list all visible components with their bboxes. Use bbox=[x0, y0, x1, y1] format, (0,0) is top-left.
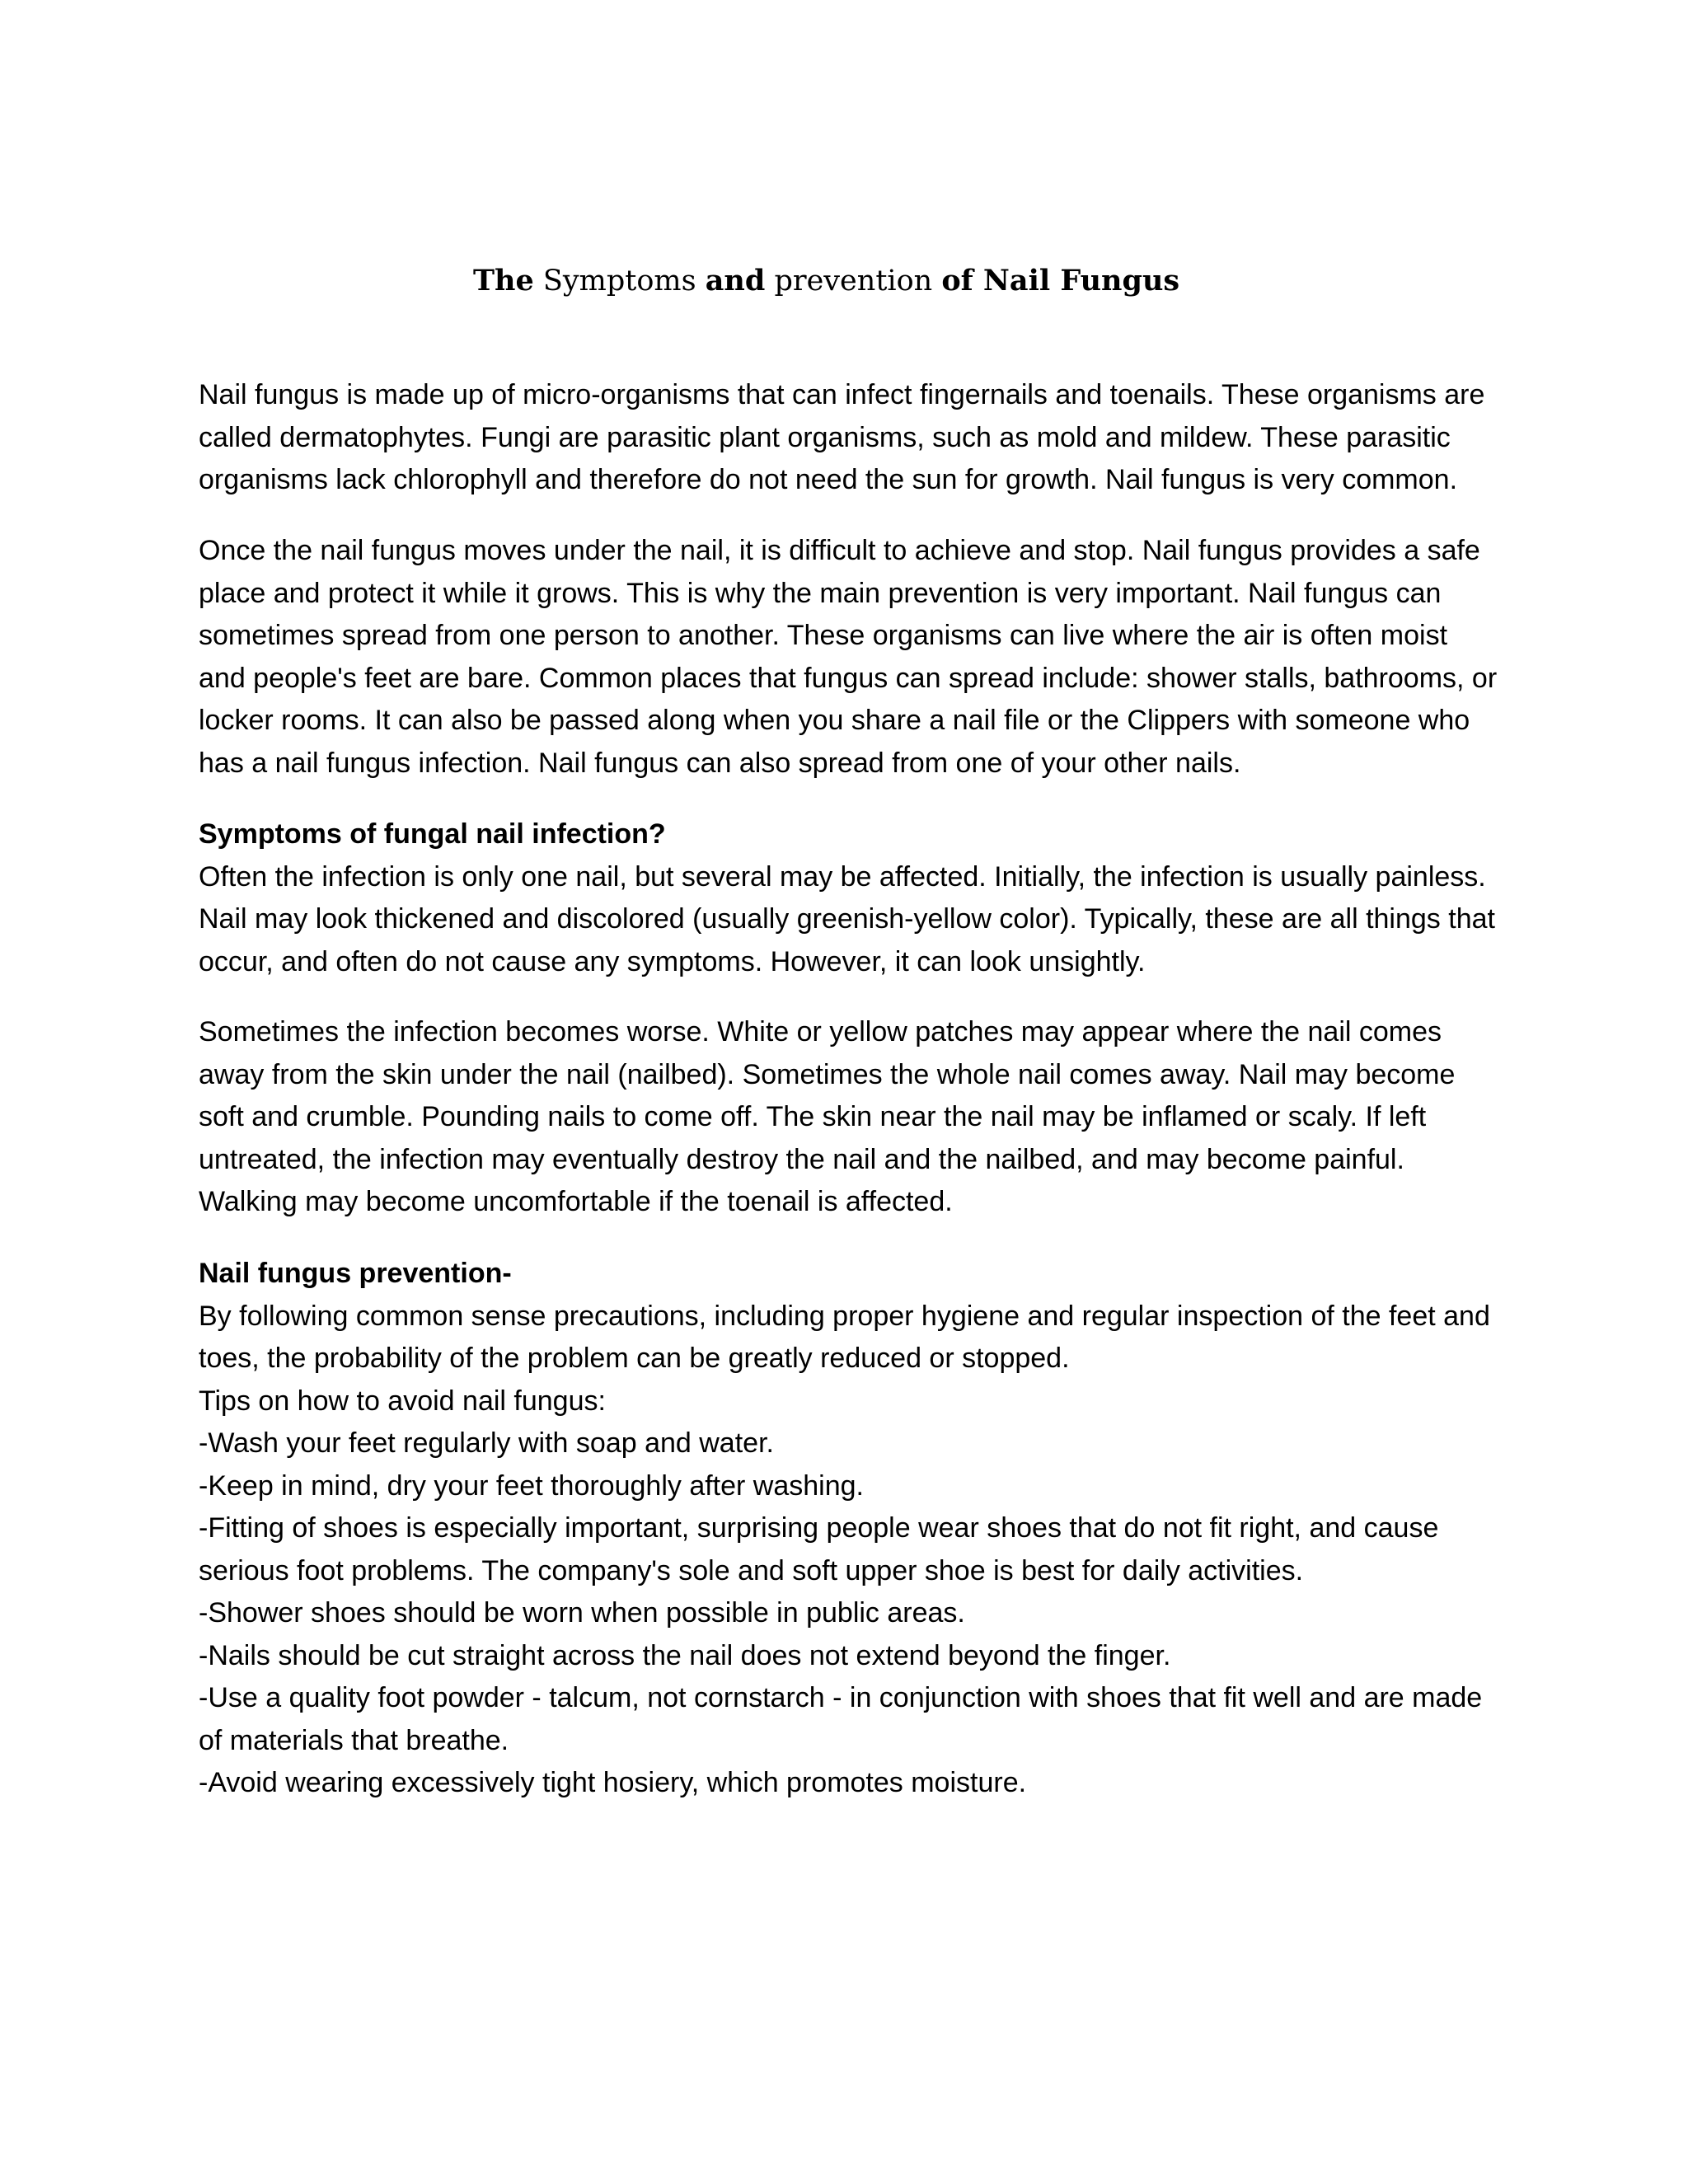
tips-label: Tips on how to avoid nail fungus: bbox=[199, 1385, 606, 1417]
spread-paragraph bbox=[199, 530, 1501, 785]
tip-item: -Keep in mind, dry your feet thoroughly after washing. bbox=[199, 1469, 864, 1502]
tip-item: -Avoid wearing excessively tight hosiery, which promotes moisture. bbox=[199, 1767, 1027, 1798]
symptoms-paragraph: Often the infection is only one nail, but several may be affected. Initially, the infection is usually painless. Nail may look thickened and discolored (usually greenish-yellow color). Typically, these are all things that occur, and often do not cause any symptoms. However, it can look unsightly. bbox=[199, 860, 1495, 977]
title-word-and: and bbox=[705, 264, 766, 298]
symptoms-heading: Symptoms of fungal nail infection? bbox=[199, 818, 666, 850]
worsening-paragraph bbox=[199, 1011, 1501, 1224]
tip-item: -Nails should be cut straight across the nail does not extend beyond the finger. bbox=[199, 1639, 1171, 1671]
paragraph-text: Sometimes the infection becomes worse. White or yellow patches may appear where the nail comes away from the skin under the nail (nailbed). Sometimes the whole nail comes away. Nail may become soft and crumble. Pounding nails to come off. The skin near the nail may be inflamed or scaly. If left untreated, the infection may eventually destroy the nail and the nailbed, and may become painful. Walking may become uncomfortable if the toenail is affected. bbox=[199, 1016, 1456, 1217]
title-words-nail-fungus: of Nail Fungus bbox=[941, 264, 1180, 298]
tip-item: -Fitting of shoes is especially important, surprising people wear shoes that do not fit right, and cause serious foot problems. The company's sole and soft upper shoe is best for daily activities. bbox=[199, 1512, 1439, 1586]
prevention-intro: By following common sense precautions, including proper hygiene and regular inspection of the feet and toes, the probability of the problem can be greatly reduced or stopped. bbox=[199, 1300, 1490, 1374]
tip-item: -Shower shoes should be worn when possible in public areas. bbox=[199, 1597, 965, 1629]
title-word-symptoms: Symptoms bbox=[542, 265, 696, 298]
title-word-the: The bbox=[473, 264, 534, 298]
prevention-heading: Nail fungus prevention- bbox=[199, 1258, 512, 1289]
paragraph-text: Nail fungus is made up of micro-organisms that can infect fingernails and toenails. These organisms are called dermatophytes. Fungi are parasitic plant organisms, such as mold and mildew. These parasitic organisms lack chlorophyll and therefore do not need the sun for growth. Nail fungus is very common. bbox=[199, 379, 1485, 495]
tip-item: -Use a quality foot powder - talcum, not cornstarch - in conjunction with shoes that fit well and are made of materials that breathe. bbox=[199, 1682, 1483, 1756]
intro-paragraph bbox=[199, 374, 1501, 502]
document-title bbox=[473, 260, 1462, 302]
symptoms-section bbox=[199, 813, 1501, 983]
tip-item: -Wash your feet regularly with soap and water. bbox=[199, 1427, 774, 1459]
title-word-prevention: prevention bbox=[774, 265, 933, 298]
paragraph-text: Once the nail fungus moves under the nail, it is difficult to achieve and stop. Nail fungus provides a safe place and protect it while it grows. This is why the main prevention is very important. Nail fungus can sometimes spread from one person to another. These organisms can live where the air is often moist and people's feet are bare. Common places that fungus can spread include: shower stalls, bathrooms, or locker rooms. It can also be passed along when you share a nail file or the Clippers with someone who has a nail fungus infection. Nail fungus can also spread from one of your other nails. bbox=[199, 535, 1498, 779]
prevention-section bbox=[199, 1253, 1501, 1805]
